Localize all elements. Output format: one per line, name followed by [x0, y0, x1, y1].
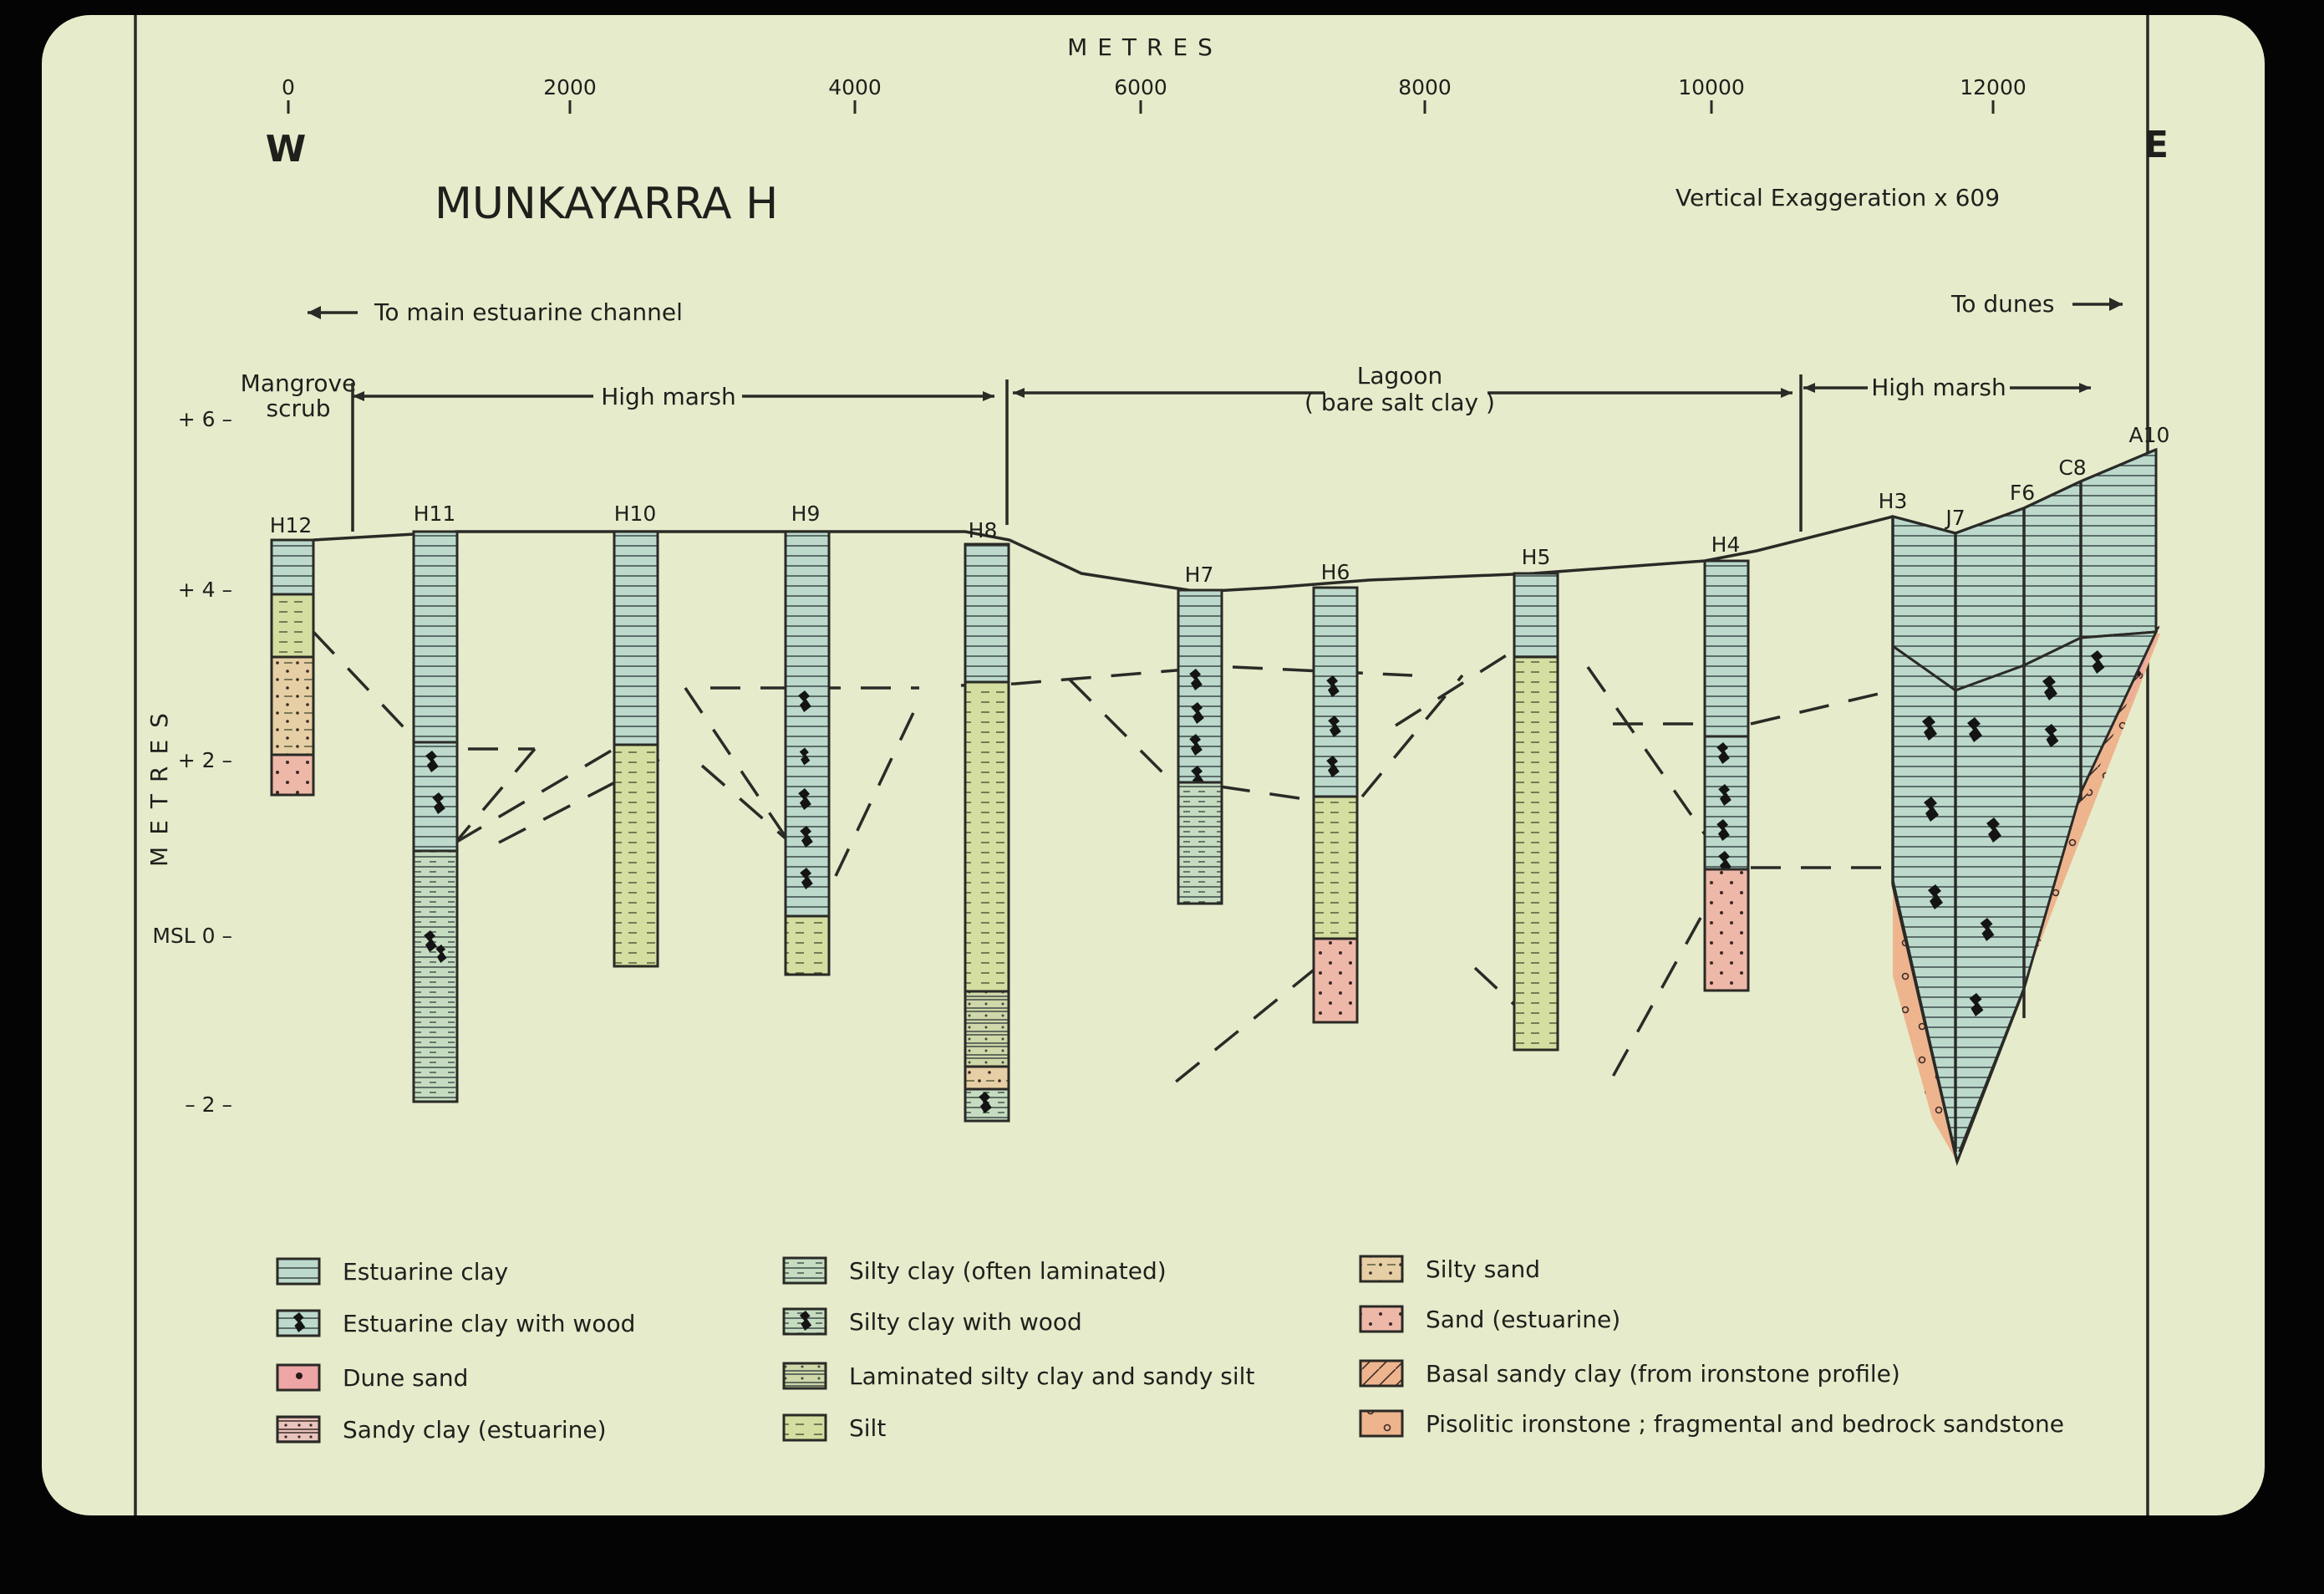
borehole-H5	[1514, 545, 1558, 1050]
legend-label: Sandy clay (estuarine)	[343, 1416, 607, 1444]
vertical-exaggeration: Vertical Exaggeration x 609	[1676, 184, 2001, 211]
legend-label: Estuarine clay with wood	[343, 1310, 636, 1337]
borehole-H12	[270, 513, 313, 795]
x-tick-label: 0	[282, 75, 295, 99]
legend-label: Dune sand	[343, 1364, 469, 1392]
x-tick-4000	[828, 75, 882, 114]
legend-item-pisolitic	[1360, 1410, 2064, 1438]
borehole-H11	[414, 502, 457, 1102]
legend-label: Silty clay with wood	[849, 1308, 1082, 1336]
y-tick-label: MSL 0 –	[152, 924, 232, 948]
legend-swatch	[1360, 1411, 1402, 1436]
x-tick-12000	[1960, 75, 2027, 114]
zone-lagoon-sub-label: ( bare salt clay )	[1304, 389, 1495, 416]
borehole-label: H8	[968, 518, 998, 542]
legend-swatch	[1360, 1361, 1402, 1386]
zone-mangrove-line1: Mangrove	[240, 369, 357, 397]
legend-swatch	[784, 1258, 826, 1283]
left-arrow-note	[308, 298, 683, 326]
borehole-label: C8	[2058, 456, 2087, 480]
legend-item-silty-sand	[1360, 1255, 1540, 1283]
west-label: W	[265, 128, 307, 171]
slide	[42, 15, 2265, 1515]
borehole-H4	[1705, 532, 1748, 991]
legend-swatch	[277, 1365, 319, 1390]
correlation-lines	[313, 632, 1930, 1093]
legend-item-silty-clay	[784, 1257, 1167, 1285]
legend-item-basal-sandy-clay	[1360, 1360, 1900, 1388]
legend-swatch	[277, 1417, 319, 1442]
borehole-label: H9	[791, 502, 821, 526]
x-tick-label: 2000	[543, 75, 597, 99]
left-arrow-text: To main estuarine channel	[374, 298, 683, 326]
legend-swatch	[1360, 1256, 1402, 1281]
y-tick-label: – 2 –	[185, 1092, 232, 1117]
right-arrow-note	[1950, 290, 2123, 318]
legend-item-sandy-clay	[277, 1416, 607, 1444]
x-axis	[282, 75, 2027, 114]
cross-section-diagram	[42, 15, 2265, 1515]
x-tick-2000	[543, 75, 597, 114]
x-tick-label: 6000	[1114, 75, 1167, 99]
y-axis-label: METRES	[145, 701, 173, 867]
x-tick-8000	[1398, 75, 1452, 114]
borehole-label: H4	[1711, 532, 1741, 557]
legend-item-sand-estuarine	[1360, 1306, 1620, 1333]
legend-swatch	[1360, 1306, 1402, 1332]
borehole-H7	[1178, 563, 1222, 904]
borehole-H10	[614, 502, 658, 966]
legend-label: Silty sand	[1426, 1255, 1541, 1283]
legend-item-estuarine-clay	[277, 1258, 508, 1286]
legend-item-silty-clay-wood	[784, 1308, 1082, 1336]
x-tick-label: 10000	[1678, 75, 1745, 99]
borehole-label: H5	[1521, 545, 1551, 569]
legend-label: Laminated silty clay and sandy silt	[849, 1362, 1255, 1390]
zone-high-marsh-west	[353, 383, 994, 410]
legend-item-laminated	[784, 1362, 1254, 1390]
legend-label: Silt	[849, 1414, 887, 1442]
x-tick-6000	[1114, 75, 1167, 114]
y-tick-label: + 6 –	[177, 407, 232, 431]
borehole-H9	[786, 502, 829, 975]
legend-label: Basal sandy clay (from ironstone profile)	[1426, 1360, 1900, 1388]
borehole-label: A10	[2128, 423, 2170, 447]
x-tick-label: 4000	[828, 75, 882, 99]
borehole-label: J7	[1945, 506, 1965, 530]
borehole-label: H11	[413, 502, 456, 526]
borehole-label: H12	[269, 513, 313, 537]
legend-label: Estuarine clay	[343, 1258, 509, 1286]
diagram-title: MUNKAYARRA H	[435, 179, 779, 229]
y-tick-label: + 4 –	[177, 578, 232, 602]
borehole-label: H3	[1878, 489, 1908, 513]
legend-swatch	[784, 1363, 826, 1388]
legend-item-estuarine-clay-wood	[277, 1310, 635, 1337]
x-axis-label: METRES	[1067, 33, 1223, 61]
borehole-H6	[1314, 560, 1357, 1022]
zone-high-marsh-east	[1803, 374, 2091, 401]
legend-label: Pisolitic ironstone ; fragmental and bedrock sandstone	[1426, 1410, 2065, 1438]
x-tick-10000	[1678, 75, 1745, 114]
legend-label: Sand (estuarine)	[1426, 1306, 1621, 1333]
zone-lagoon-label: Lagoon	[1356, 362, 1443, 390]
legend-swatch	[277, 1259, 319, 1284]
borehole-label: F6	[2009, 481, 2036, 505]
x-tick-label: 12000	[1960, 75, 2027, 99]
borehole-label: H6	[1320, 560, 1350, 584]
zone-high-marsh-east-label: High marsh	[1871, 374, 2006, 401]
x-tick-0	[282, 75, 295, 114]
channel-fill	[1893, 450, 2160, 1162]
y-tick-label: + 2 –	[177, 748, 232, 772]
borehole-label: H7	[1184, 563, 1214, 587]
east-label: E	[2143, 124, 2169, 166]
borehole-H8	[965, 518, 1009, 1121]
zone-mangrove-line2: scrub	[266, 395, 331, 422]
legend-swatch	[784, 1415, 826, 1440]
x-tick-label: 8000	[1398, 75, 1452, 99]
legend-label: Silty clay (often laminated)	[849, 1257, 1167, 1285]
legend-item-dune-sand	[277, 1364, 468, 1392]
ground-surface-line	[313, 450, 2156, 592]
right-arrow-text: To dunes	[1951, 290, 2055, 318]
legend	[277, 1255, 2064, 1444]
zone-high-marsh-west-label: High marsh	[601, 383, 736, 410]
zone-lagoon	[1013, 362, 1793, 416]
legend-item-silt	[784, 1414, 886, 1442]
borehole-label: H10	[613, 502, 657, 526]
